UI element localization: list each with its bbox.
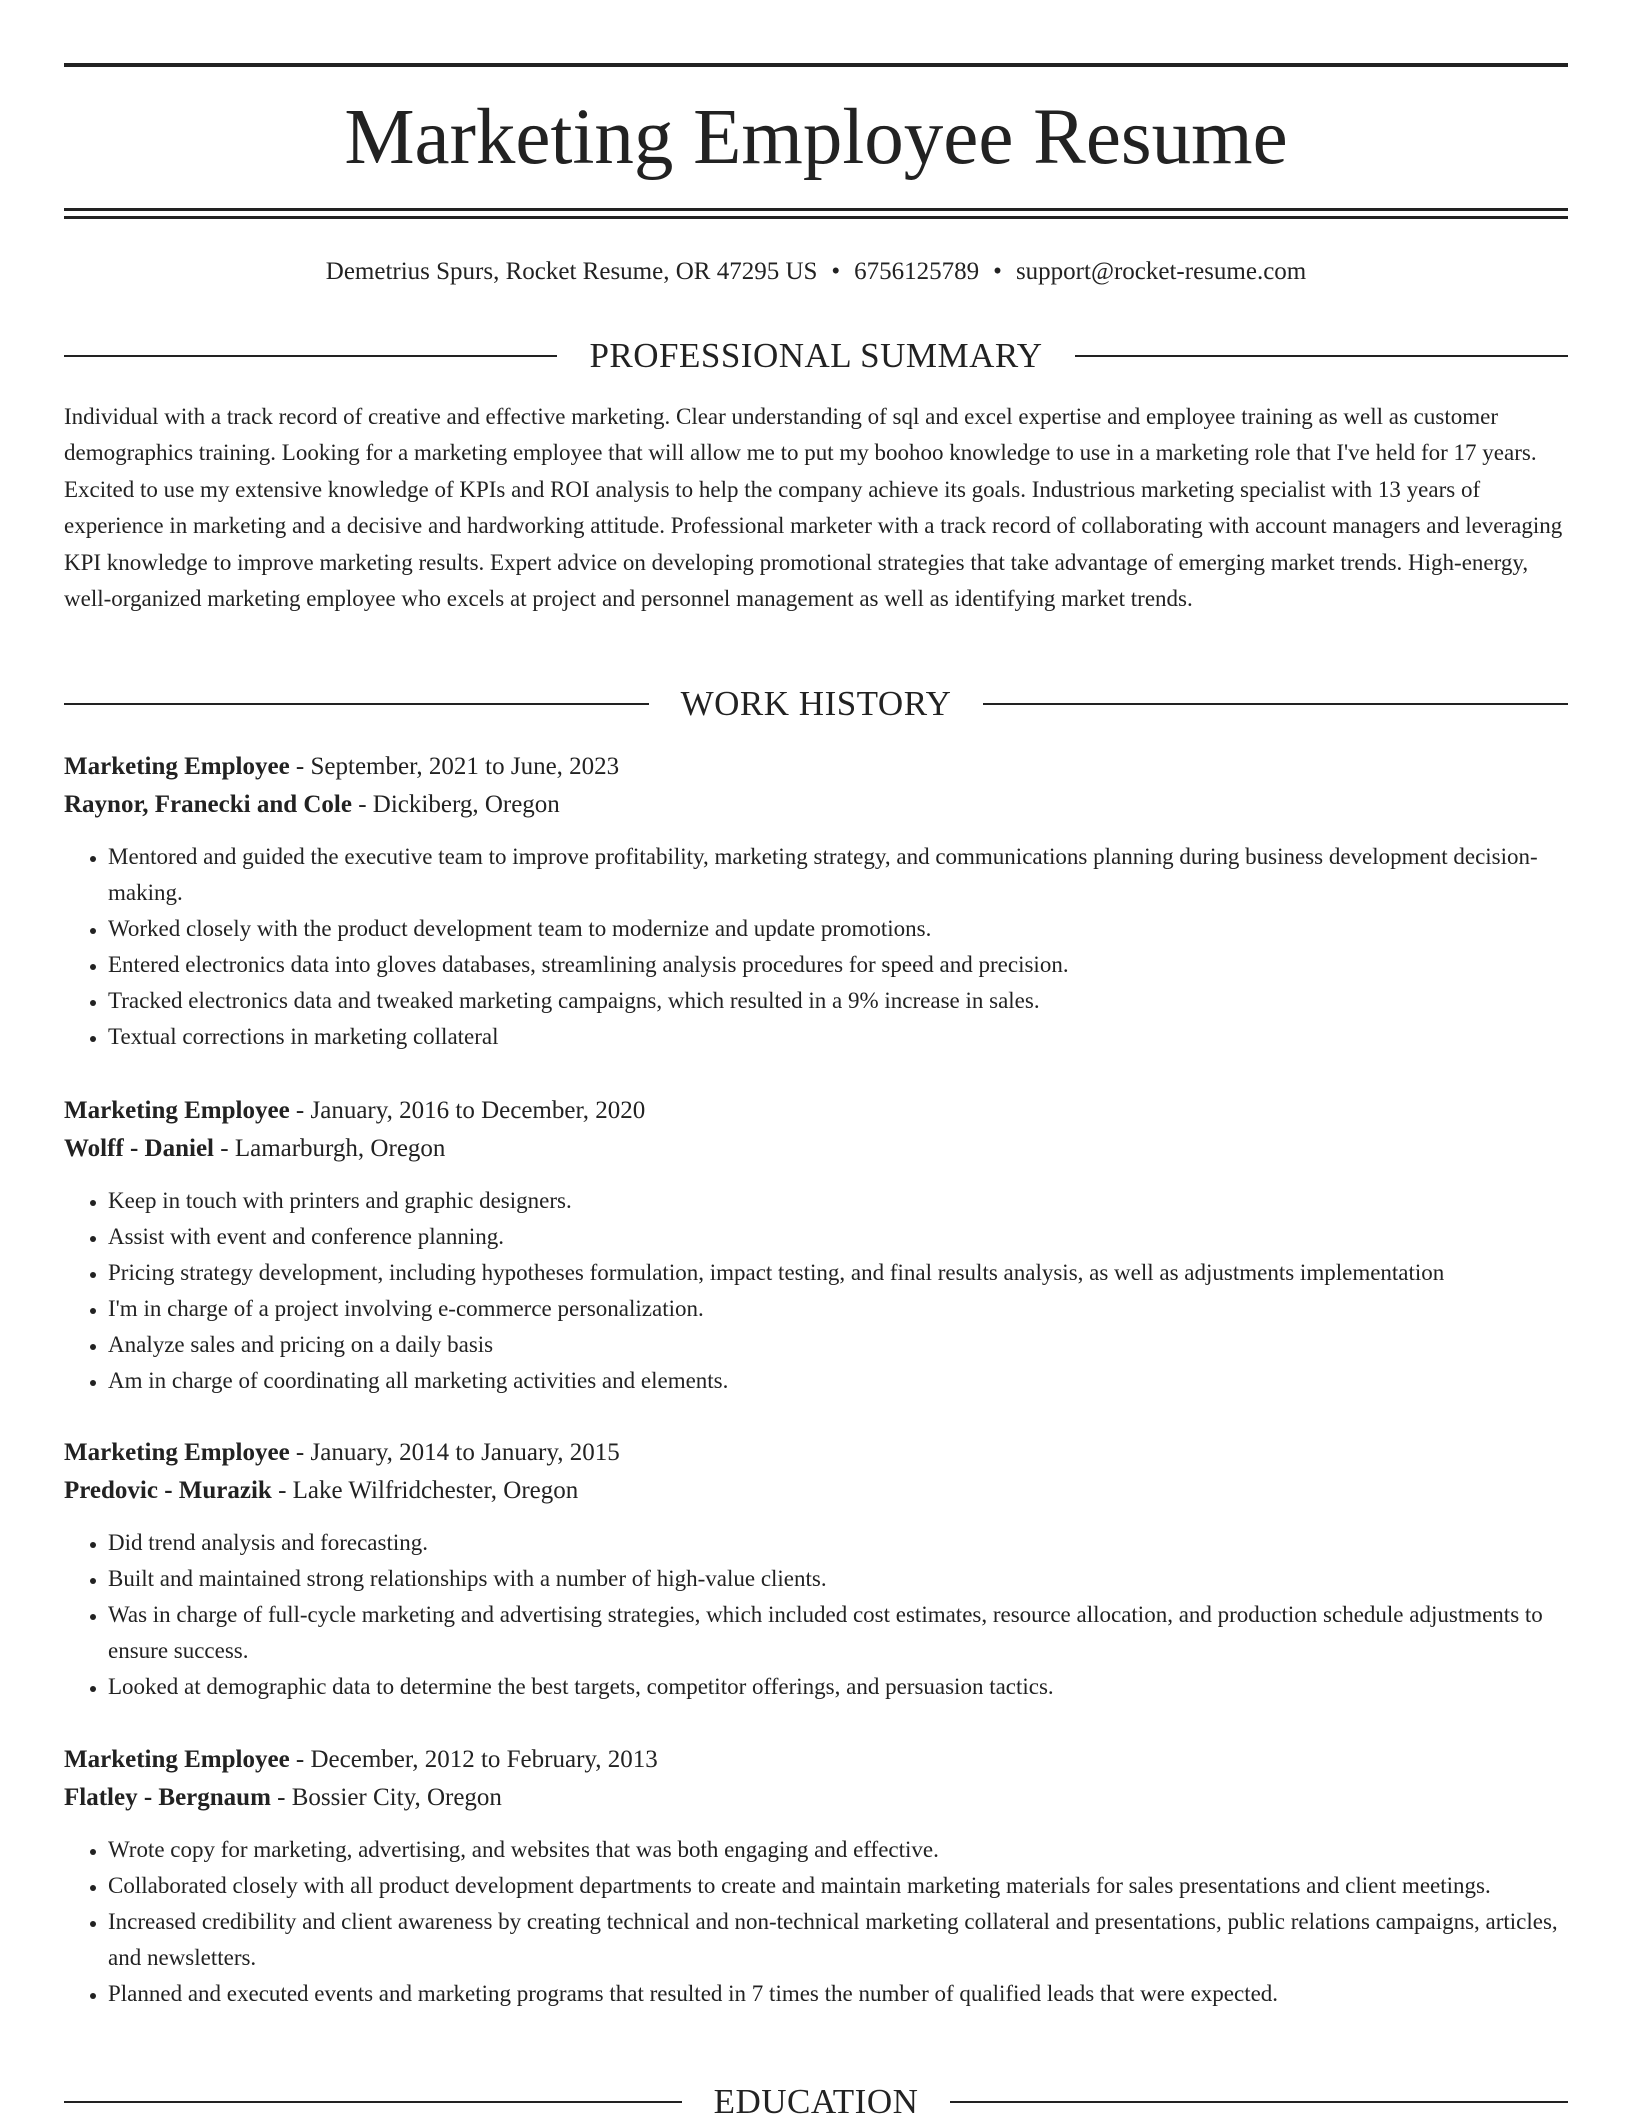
title-bottom-rule-1	[64, 208, 1568, 211]
list-item: • Assist with event and conference planning.	[108, 1219, 1568, 1255]
job-dates: - December, 2012 to February, 2013	[289, 1746, 658, 1773]
job-title: Marketing Employee	[64, 1439, 290, 1466]
list-item: • Mentored and guided the executive team to improve profitability, marketing strategy, and communications planning during business development decision-making.	[108, 839, 1568, 911]
title-top-rule	[64, 63, 1568, 67]
job-bullets	[64, 1525, 1568, 1705]
list-item: • Did trend analysis and forecasting.	[108, 1525, 1568, 1561]
list-item: • Keep in touch with printers and graphic designers.	[108, 1183, 1568, 1219]
job-location: - Lake Wilfridchester, Oregon	[271, 1477, 579, 1504]
job-dates: - January, 2014 to January, 2015	[289, 1439, 620, 1466]
section-title: PROFESSIONAL SUMMARY	[589, 336, 1043, 375]
contact-separator: •	[831, 258, 841, 285]
list-item: • Entered electronics data into gloves databases, streamlining analysis procedures for speed and precision.	[108, 947, 1568, 983]
list-item: • Analyze sales and pricing on a daily basis	[108, 1327, 1568, 1363]
resume-title: Marketing Employee Resume	[344, 94, 1288, 181]
list-item: • Wrote copy for marketing, advertising, and websites that was both engaging and effective.	[108, 1832, 1568, 1868]
job-company-row	[64, 786, 1568, 824]
title-bottom-rule-2	[64, 216, 1568, 219]
list-item: • Looked at demographic data to determine the best targets, competitor offerings, and persuasion tactics.	[108, 1669, 1568, 1705]
job-entry	[64, 1434, 1568, 1705]
job-location: - Bossier City, Oregon	[270, 1784, 502, 1811]
job-company-row	[64, 1472, 1568, 1510]
contact-phone: 6756125789	[854, 258, 980, 285]
job-title: Marketing Employee	[64, 753, 290, 780]
section-title: WORK HISTORY	[680, 684, 952, 723]
contact-address: Demetrius Spurs, Rocket Resume, OR 47295 US	[325, 258, 818, 285]
list-item: • Textual corrections in marketing collateral	[108, 1019, 1568, 1055]
job-company-row	[64, 1779, 1568, 1817]
divider-line	[64, 2101, 682, 2103]
job-entry	[64, 1092, 1568, 1399]
list-item: • Pricing strategy development, including hypotheses formulation, impact testing, and final results analysis, as well as adjustments implementation	[108, 1255, 1568, 1291]
job-bullets	[64, 1183, 1568, 1399]
job-title-row	[64, 1741, 1568, 1779]
section-heading-summary	[64, 334, 1568, 378]
job-company: Flatley - Bergnaum	[64, 1784, 271, 1811]
job-entry	[64, 1741, 1568, 2012]
section-title: EDUCATION	[713, 2082, 919, 2121]
list-item: • Collaborated closely with all product development departments to create and maintain marketing materials for sales presentations and client meetings.	[108, 1868, 1568, 1904]
list-item: • Built and maintained strong relationships with a number of high-value clients.	[108, 1561, 1568, 1597]
list-item: • Was in charge of full-cycle marketing and advertising strategies, which included cost estimates, resource allocation, and production schedule adjustments to ensure success.	[108, 1597, 1568, 1669]
job-location: - Lamarburgh, Oregon	[214, 1135, 446, 1162]
job-company: Wolff - Daniel	[64, 1135, 214, 1162]
job-location: - Dickiberg, Oregon	[351, 791, 560, 818]
list-item: • Am in charge of coordinating all marketing activities and elements.	[108, 1363, 1568, 1399]
list-item: • Worked closely with the product development team to modernize and update promotions.	[108, 911, 1568, 947]
job-dates: - September, 2021 to June, 2023	[289, 753, 620, 780]
job-title: Marketing Employee	[64, 1097, 290, 1124]
job-title-row	[64, 1092, 1568, 1130]
section-heading-education	[64, 2080, 1568, 2124]
job-title: Marketing Employee	[64, 1746, 290, 1773]
divider-line	[983, 703, 1568, 705]
divider-line	[64, 355, 557, 357]
divider-line	[1075, 355, 1568, 357]
divider-line	[950, 2101, 1568, 2103]
list-item: • Tracked electronics data and tweaked marketing campaigns, which resulted in a 9% increase in sales.	[108, 983, 1568, 1019]
contact-email: support@rocket-resume.com	[1015, 258, 1307, 285]
list-item: • Planned and executed events and marketing programs that resulted in 7 times the number of qualified leads that were expected.	[108, 1976, 1568, 2012]
professional-summary-text: Individual with a track record of creative and effective marketing. Clear understanding of sql and excel expertise and employee training as well as customer demographics training. Looking for a marketing employee that will allow me to put my boohoo knowledge to use in a marketing role that I've held for 17 years. Excited to use my extensive knowledge of KPIs and ROI analysis to help the company achieve its goals. Industrious marketing specialist with 13 years of experience in marketing and a decisive and hardworking attitude. Professional marketer with a track record of collaborating with account managers and leveraging KPI knowledge to improve marketing results. Expert advice on developing promotional strategies that take advantage of emerging market trends. High-energy, well-organized marketing employee who excels at project and personnel management as well as identifying market trends.	[64, 404, 1563, 612]
job-bullets	[64, 1832, 1568, 2012]
job-company: Predovic - Murazik	[64, 1477, 272, 1504]
list-item: • Increased credibility and client awareness by creating technical and non-technical marketing collateral and presentations, public relations campaigns, articles, and newsletters.	[108, 1904, 1568, 1976]
job-entry	[64, 748, 1568, 1055]
job-dates: - January, 2016 to December, 2020	[289, 1097, 646, 1124]
job-bullets	[64, 839, 1568, 1055]
job-company: Raynor, Franecki and Cole	[64, 791, 352, 818]
job-title-row	[64, 1434, 1568, 1472]
list-item: • I'm in charge of a project involving e-commerce personalization.	[108, 1291, 1568, 1327]
job-company-row	[64, 1130, 1568, 1168]
job-title-row	[64, 748, 1568, 786]
contact-separator: •	[993, 258, 1002, 285]
contact-line	[64, 255, 1568, 289]
section-heading-work	[64, 682, 1568, 726]
divider-line	[64, 703, 649, 705]
